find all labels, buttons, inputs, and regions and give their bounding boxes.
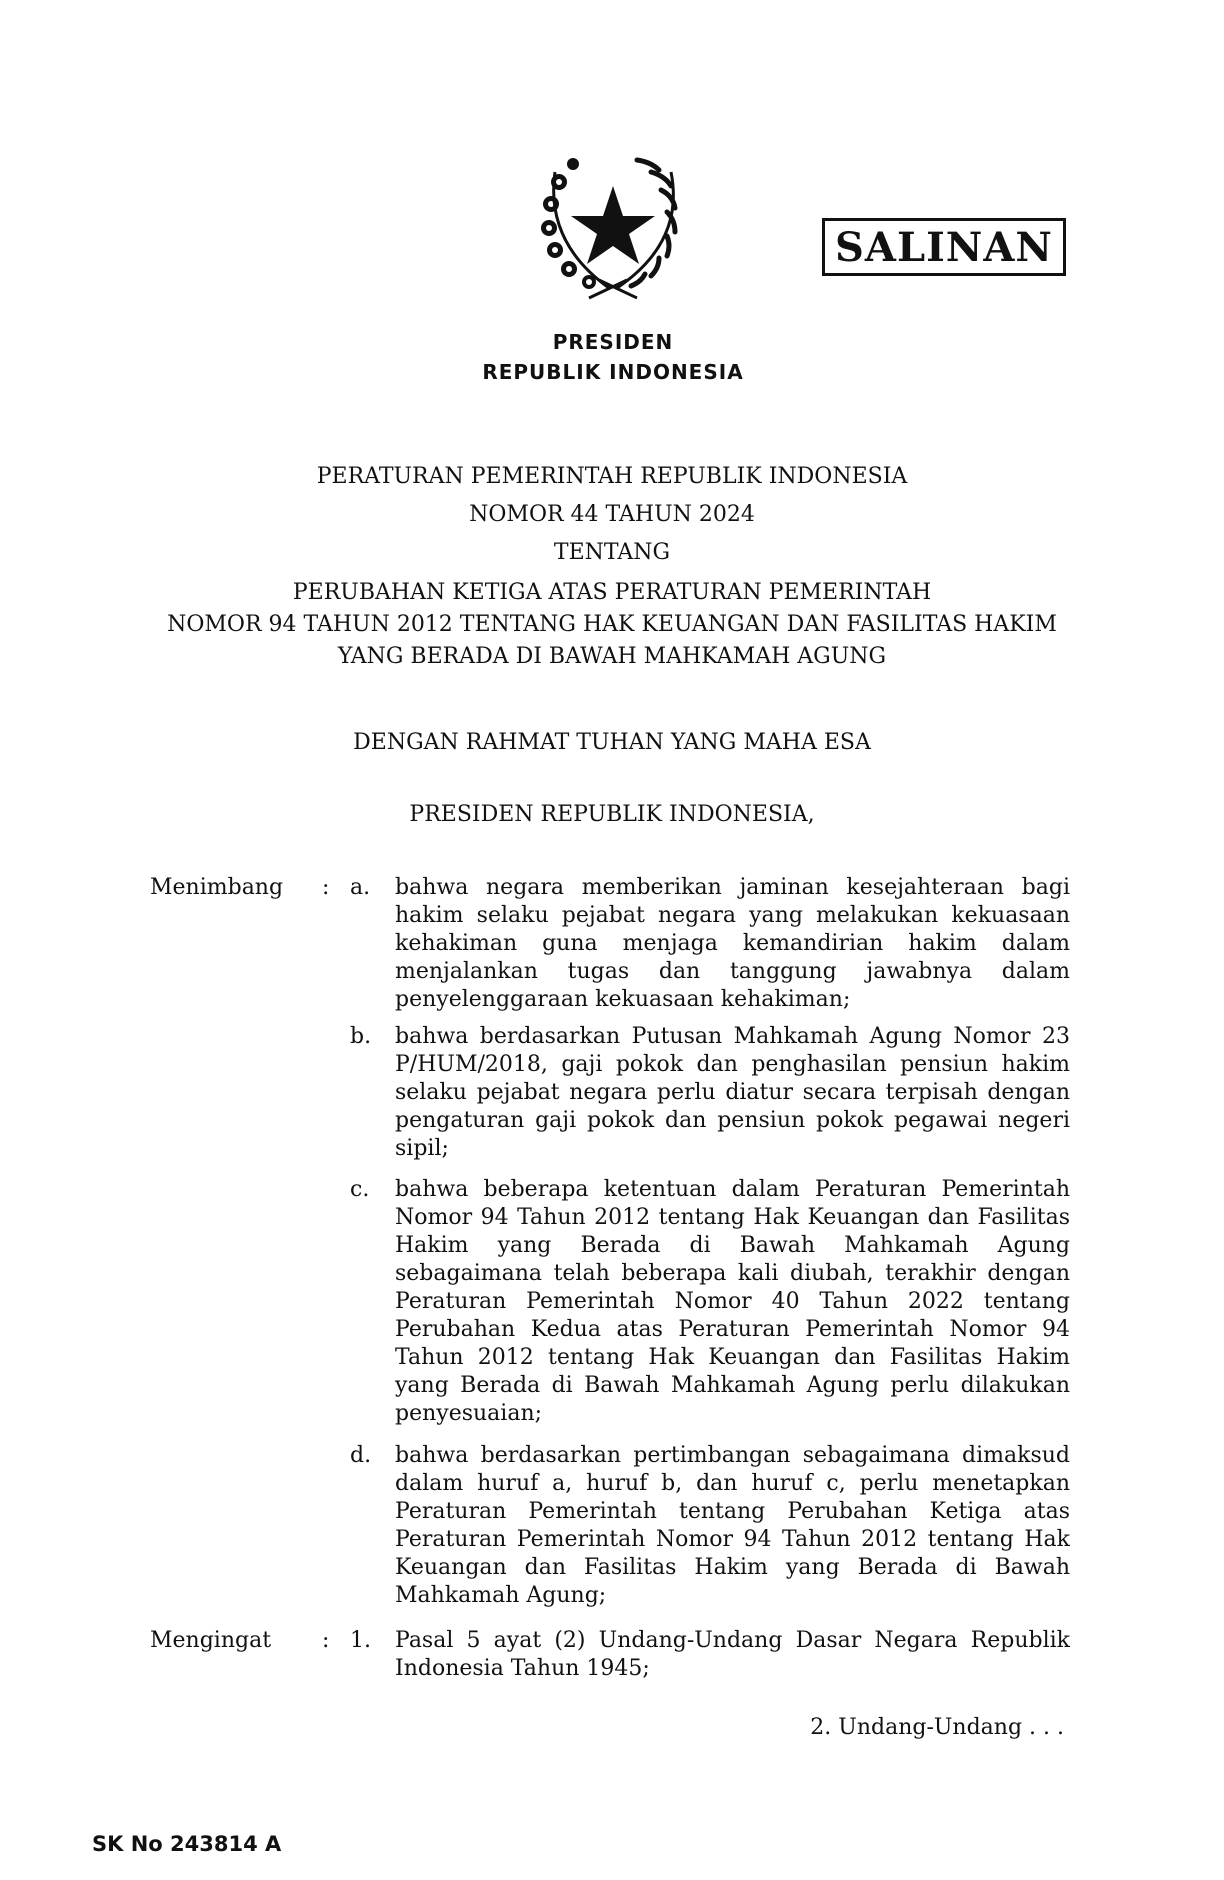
authority-line: PRESIDEN REPUBLIK INDONESIA,	[409, 802, 815, 827]
consideration-b-text: bahwa berdasarkan Putusan Mahkamah Agung Nomor 23 P/HUM/2018, gaji pokok dan penghasilan pensiun hakim selaku pejabat negara perlu diatur secara terpisah dengan pengaturan gaji pokok dan pensiun pokok pegawai negeri sipil;	[395, 1024, 1070, 1161]
regulation-about: TENTANG	[553, 540, 671, 565]
mengingat-colon: :	[322, 1628, 330, 1653]
legal-basis-marker-1: 1.	[350, 1628, 371, 1653]
office-title-line2: REPUBLIK INDONESIA	[482, 360, 744, 384]
blessing-line: DENGAN RAHMAT TUHAN YANG MAHA ESA	[353, 730, 871, 755]
consideration-marker-b: b.	[350, 1024, 372, 1049]
salinan-stamp: SALINAN	[822, 218, 1066, 276]
menimbang-colon: :	[322, 875, 330, 900]
mengingat-label: Mengingat	[150, 1628, 272, 1653]
regulation-title-line1: PERATURAN PEMERINTAH REPUBLIK INDONESIA	[316, 464, 908, 489]
legal-basis-1-text: Pasal 5 ayat (2) Undang-Undang Dasar Negara Republik Indonesia Tahun 1945;	[395, 1628, 1070, 1681]
consideration-d-text: bahwa berdasarkan pertimbangan sebagaimana dimaksud dalam huruf a, huruf b, dan huruf c, perlu menetapkan Peraturan Pemerintah tentang Perubahan Ketiga atas Peraturan Pemerintah Nomor 94 Tahun 2012 tentang Hak Keuangan dan Fasilitas Hakim yang Berada di Bawah Mahkamah Agung;	[395, 1443, 1070, 1608]
regulation-number: NOMOR 44 TAHUN 2024	[469, 502, 755, 527]
consideration-marker-a: a.	[350, 875, 371, 900]
consideration-marker-c: c.	[350, 1177, 370, 1202]
menimbang-label: Menimbang	[150, 875, 284, 900]
document-code: SK No 243814 A	[92, 1832, 282, 1856]
garuda-star-wreath-emblem-icon	[525, 142, 701, 302]
consideration-c-text: bahwa beberapa ketentuan dalam Peraturan Pemerintah Nomor 94 Tahun 2012 tentang Hak Keuangan dan Fasilitas Hakim yang Berada di Bawah Mahkamah Agung sebagaimana telah beberapa kali diubah, terakhir dengan Peraturan Pemerintah Nomor 40 Tahun 2022 tentang Perubahan Kedua atas Peraturan Pemerintah Nomor 94 Tahun 2012 tentang Hak Keuangan dan Fasilitas Hakim yang Berada di Bawah Mahkamah Agung perlu dilakukan penyesuaian;	[395, 1177, 1070, 1426]
regulation-subject-line3: YANG BERADA DI BAWAH MAHKAMAH AGUNG	[337, 644, 887, 669]
office-title-line1: PRESIDEN	[552, 330, 674, 354]
consideration-marker-d: d.	[350, 1443, 372, 1468]
continuation-note: 2. Undang-Undang . . .	[810, 1715, 1064, 1740]
consideration-a-text: bahwa negara memberikan jaminan kesejahteraan bagi hakim selaku pejabat negara yang melakukan kekuasaan kehakiman guna menjaga kemandirian hakim dalam menjalankan tugas dan tanggung jawabnya dalam penyelenggaraan kekuasaan kehakiman;	[395, 875, 1070, 1012]
regulation-subject-line2: NOMOR 94 TAHUN 2012 TENTANG HAK KEUANGAN DAN FASILITAS HAKIM	[167, 612, 1057, 637]
regulation-subject-line1: PERUBAHAN KETIGA ATAS PERATURAN PEMERINTAH	[292, 580, 932, 605]
